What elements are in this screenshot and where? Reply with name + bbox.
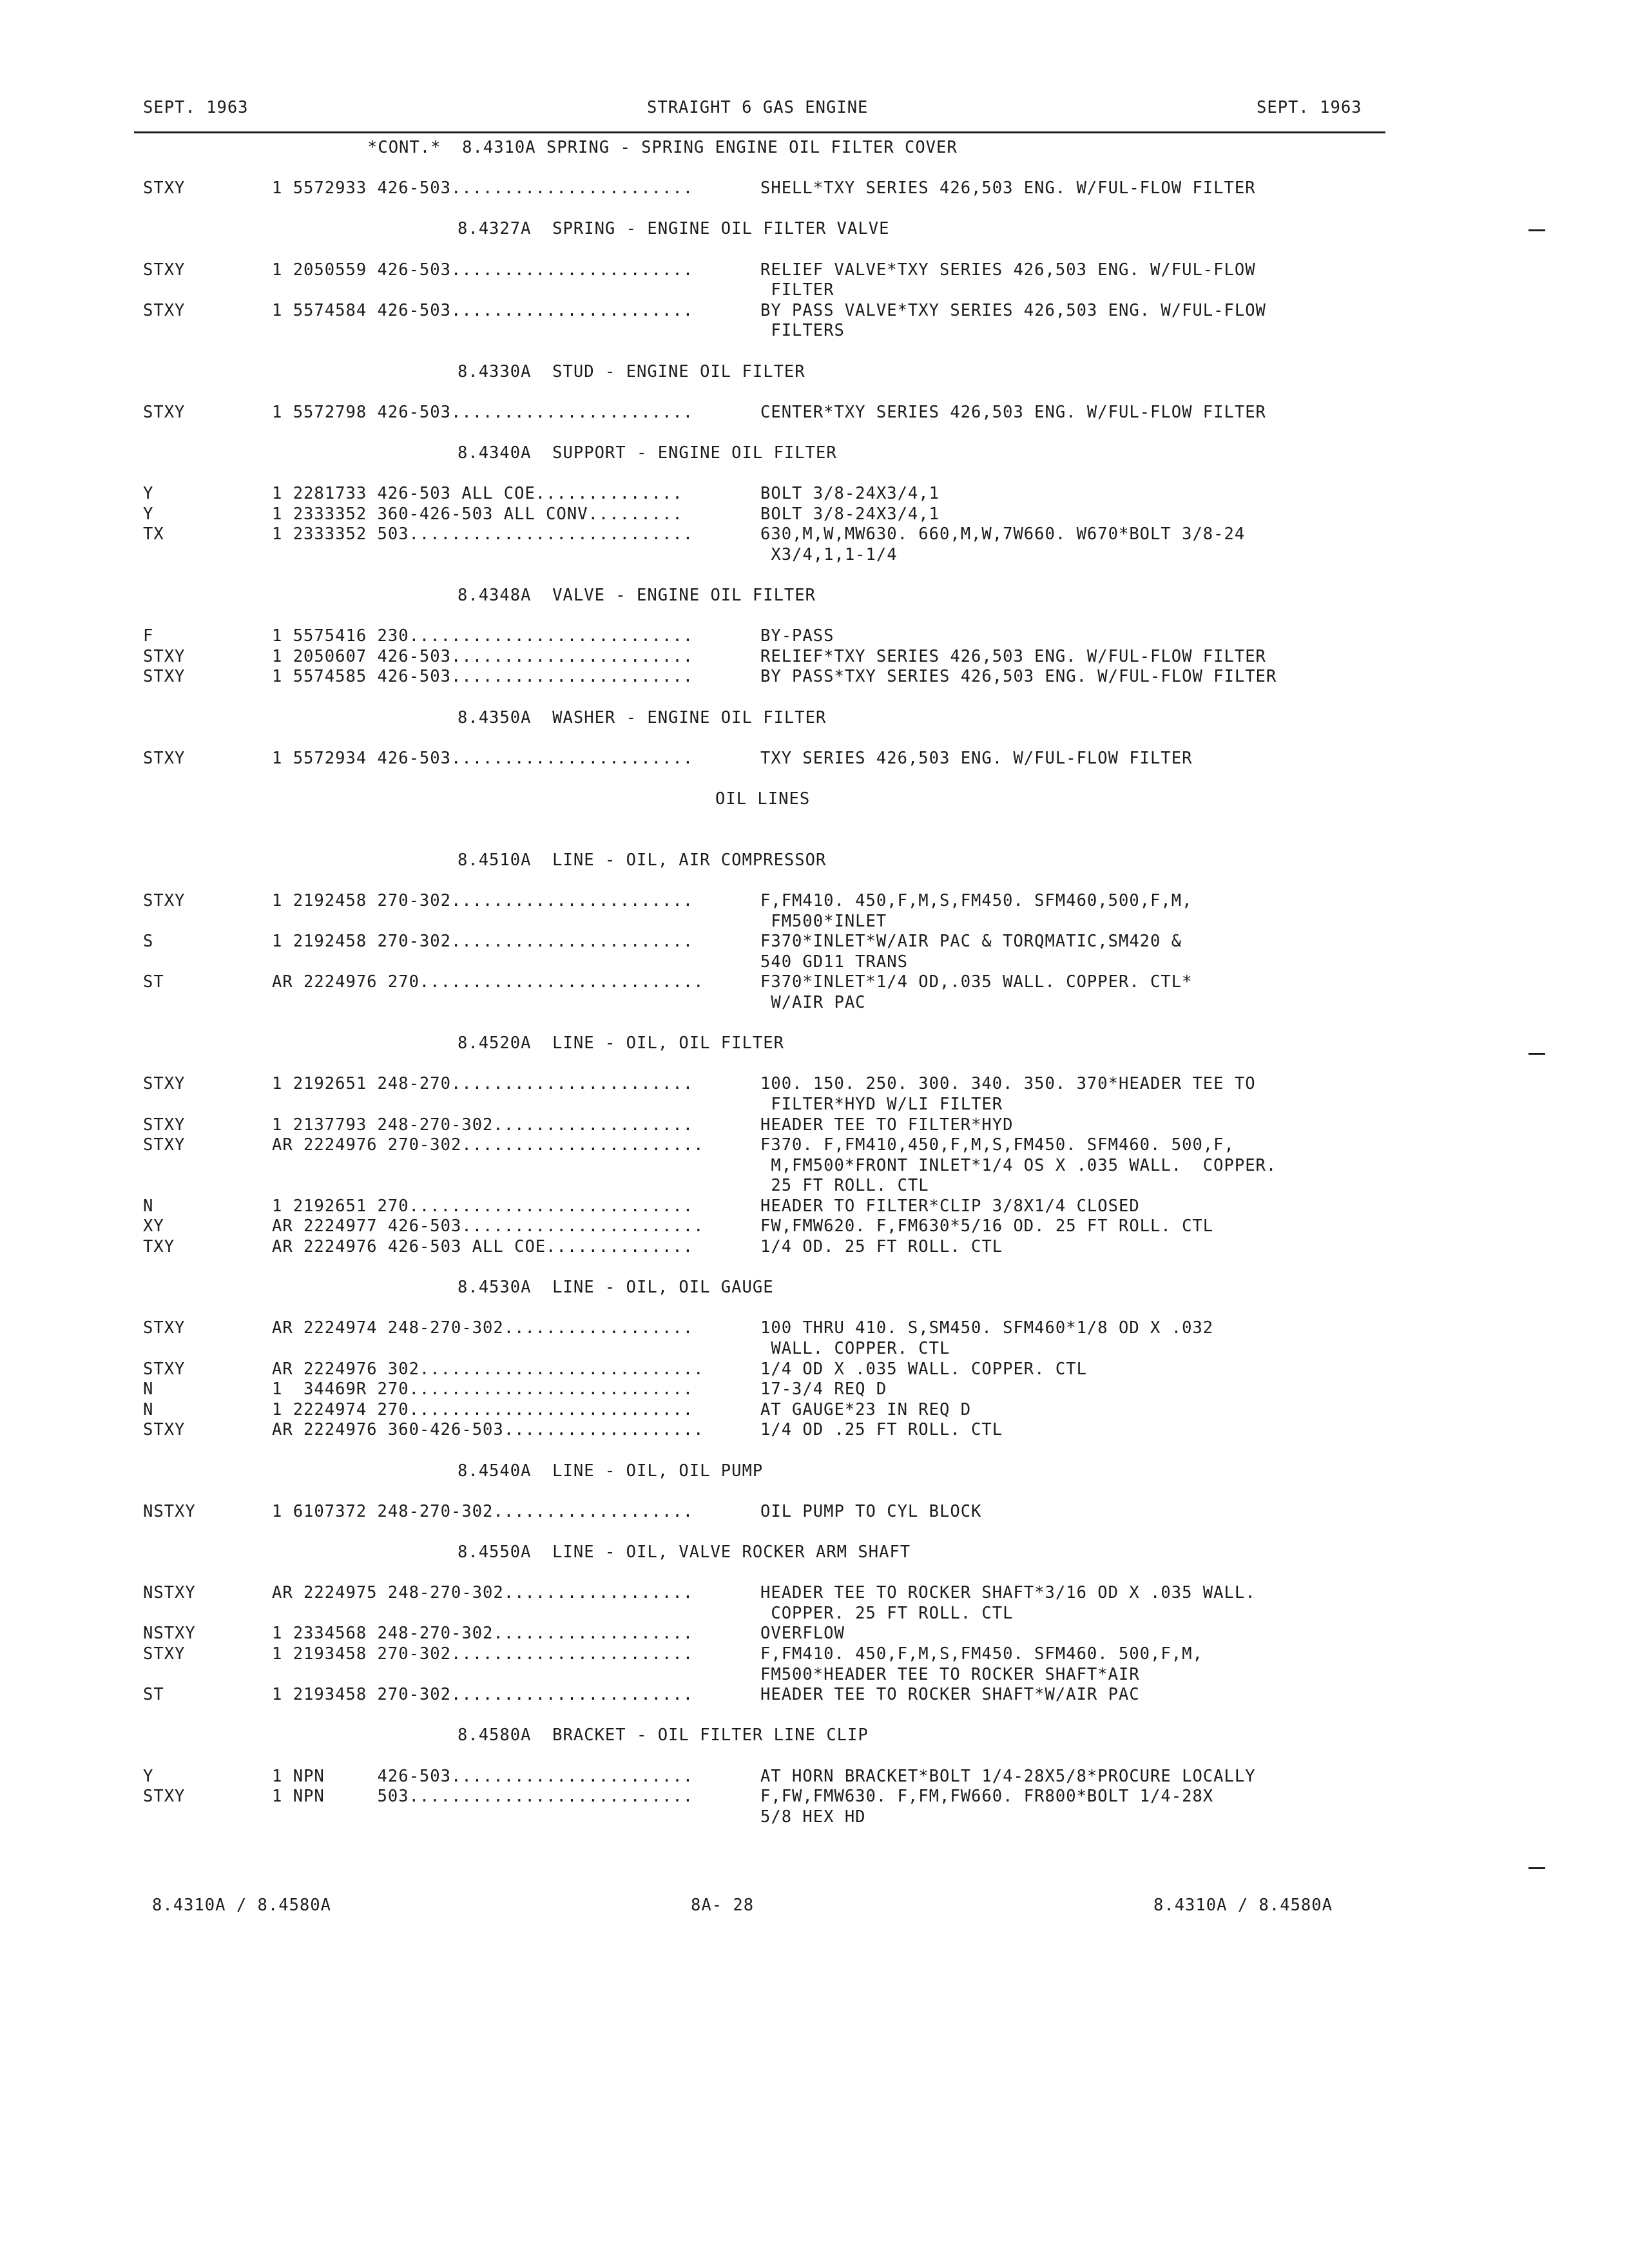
part-row [0,1216,1629,1237]
part-description: FILTER [760,280,834,300]
section-title [0,138,1629,159]
part-description: HEADER TEE TO FILTER*HYD [760,1115,1014,1135]
truck-type-code: Y [143,504,154,524]
part-row [0,1502,1629,1523]
part-row [0,301,1629,322]
part-row [0,647,1629,668]
truck-type-code: XY [143,1216,164,1236]
part-description: HEADER TEE TO ROCKER SHAFT*W/AIR PAC [760,1685,1140,1705]
spacer [0,830,1629,850]
part-row [0,932,1629,952]
part-row-continuation [0,1604,1629,1624]
part-row [0,1787,1629,1807]
part-number-usage: 1 5572798 426-503....................... [272,402,694,422]
part-number-usage: AR 2224976 270........................... [272,972,704,992]
part-number-usage: 1 2224974 270........................... [272,1399,694,1419]
part-description: 630,M,W,MW630. 660,M,W,7W660. W670*BOLT 3/8-24 [760,524,1246,544]
spacer [0,1481,1629,1502]
part-description: FW,FMW620. F,FM630*5/16 OD. 25 FT ROLL. CTL [760,1216,1214,1236]
part-row [0,1135,1629,1156]
section-title [0,1542,1629,1563]
truck-type-code: F [143,626,154,646]
section-title [0,443,1629,464]
part-description: F,FM410. 450,F,M,S,FM450. SFM460,500,F,M, [760,890,1193,910]
part-number-usage: 1 2281733 426-503 ALL COE.............. [272,484,683,504]
part-number-usage: 1 2333352 503........................... [272,524,694,544]
spacer [0,1298,1629,1319]
part-row-continuation [0,1339,1629,1360]
section-title-text: 8.4330A STUD - ENGINE OIL FILTER [458,361,805,381]
spacer [0,1706,1629,1726]
section-title-text: 8.4340A SUPPORT - ENGINE OIL FILTER [458,443,837,463]
part-description: X3/4,1,1-1/4 [760,544,898,564]
part-description: HEADER TO FILTER*CLIP 3/8X1/4 CLOSED [760,1196,1140,1216]
spacer [0,1746,1629,1767]
truck-type-code: NSTXY [143,1583,196,1603]
part-row [0,1767,1629,1787]
part-row [0,1318,1629,1339]
section-title-text: 8.4327A SPRING - ENGINE OIL FILTER VALVE [458,219,890,239]
part-description: WALL. COPPER. CTL [760,1339,950,1359]
part-description: SHELL*TXY SERIES 426,503 ENG. W/FUL-FLOW FILTER [760,178,1256,198]
section-title [0,1725,1629,1746]
part-row [0,1115,1629,1136]
footer-range-right: 8.4310A / 8.4580A [1153,1896,1333,1915]
part-number-usage: 1 6107372 248-270-302................... [272,1501,694,1521]
part-row [0,403,1629,423]
part-number-usage: AR 2224977 426-503....................... [272,1216,704,1236]
part-row [0,505,1629,525]
truck-type-code: Y [143,1766,154,1786]
section-title [0,219,1629,240]
parts-listing [0,138,1629,1848]
part-number-usage: 1 5574585 426-503....................... [272,667,694,687]
part-number-usage: 1 2193458 270-302....................... [272,1685,694,1705]
section-title-text: 8.4530A LINE - OIL, OIL GAUGE [458,1278,774,1298]
part-description: AT GAUGE*23 IN REQ D [760,1399,972,1419]
truck-type-code: N [143,1399,154,1419]
truck-type-code: TX [143,524,164,544]
part-description: BOLT 3/8-24X3/4,1 [760,484,940,504]
page-header [0,98,1629,124]
truck-type-code: NSTXY [143,1501,196,1521]
part-row [0,484,1629,505]
part-number-usage: 1 2050607 426-503....................... [272,646,694,666]
page-number: 8A- 28 [691,1896,755,1915]
header-date-right: SEPT. 1963 [1257,98,1362,117]
section-title [0,1278,1629,1298]
part-description: BY PASS*TXY SERIES 426,503 ENG. W/FUL-FLOW FILTER [760,667,1277,687]
part-number-usage: 1 NPN 503........................... [272,1787,694,1807]
truck-type-code: STXY [143,1074,186,1094]
part-row-continuation [0,952,1629,973]
truck-type-code: ST [143,1685,164,1705]
part-number-usage: 1 5574584 426-503....................... [272,300,694,320]
part-row-continuation [0,1665,1629,1686]
part-description: COPPER. 25 FT ROLL. CTL [760,1603,1014,1623]
section-title [0,850,1629,871]
part-row [0,1685,1629,1706]
part-row-continuation [0,321,1629,341]
spacer [0,1441,1629,1461]
part-description: CENTER*TXY SERIES 426,503 ENG. W/FUL-FLOW FILTER [760,402,1266,422]
part-row [0,749,1629,769]
section-title [0,586,1629,606]
part-row [0,1644,1629,1665]
part-description: 100. 150. 250. 300. 340. 350. 370*HEADER TEE TO [760,1074,1256,1094]
spacer [0,423,1629,443]
spacer [0,341,1629,362]
part-number-usage: 1 2137793 248-270-302................... [272,1115,694,1135]
part-description: 1/4 OD. 25 FT ROLL. CTL [760,1237,1003,1257]
part-number-usage: 1 2334568 248-270-302................... [272,1624,694,1644]
part-description: BOLT 3/8-24X3/4,1 [760,504,940,524]
part-row [0,260,1629,281]
part-row [0,1400,1629,1421]
part-description: BY PASS VALVE*TXY SERIES 426,503 ENG. W/FUL-FLOW [760,300,1266,320]
part-description: 5/8 HEX HD [760,1807,866,1827]
section-title-text: OIL LINES [715,789,811,809]
section-title [0,789,1629,810]
spacer [0,687,1629,708]
section-title-text: 8.4540A LINE - OIL, OIL PUMP [458,1461,764,1481]
part-number-usage: AR 2224975 248-270-302.................. [272,1583,694,1603]
part-description: RELIEF*TXY SERIES 426,503 ENG. W/FUL-FLOW FILTER [760,646,1266,666]
part-number-usage: AR 2224974 248-270-302.................. [272,1318,694,1338]
part-row-continuation [0,1176,1629,1196]
truck-type-code: STXY [143,890,186,910]
part-description: HEADER TEE TO ROCKER SHAFT*3/16 OD X .035 WALL. [760,1583,1256,1603]
part-description: 1/4 OD X .035 WALL. COPPER. CTL [760,1359,1087,1379]
part-row [0,626,1629,647]
header-title: STRAIGHT 6 GAS ENGINE [647,98,869,117]
truck-type-code: STXY [143,667,186,687]
part-description: F,FW,FMW630. F,FM,FW660. FR800*BOLT 1/4-28X [760,1787,1214,1807]
margin-mark [1528,1053,1545,1055]
spacer [0,769,1629,789]
part-description: F370*INLET*1/4 OD,.035 WALL. COPPER. CTL* [760,972,1193,992]
part-number-usage: 1 5572934 426-503....................... [272,748,694,768]
part-number-usage: AR 2224976 302........................... [272,1359,704,1379]
truck-type-code: TXY [143,1237,175,1257]
section-title-text: 8.4510A LINE - OIL, AIR COMPRESSOR [458,850,827,870]
part-description: RELIEF VALVE*TXY SERIES 426,503 ENG. W/FUL-FLOW [760,260,1256,280]
truck-type-code: STXY [143,1318,186,1338]
part-description: TXY SERIES 426,503 ENG. W/FUL-FLOW FILTER [760,748,1193,768]
section-title [0,1461,1629,1482]
spacer [0,1522,1629,1542]
margin-mark [1528,229,1545,231]
part-row [0,1583,1629,1604]
part-description: FILTERS [760,321,845,341]
spacer [0,199,1629,220]
part-number-usage: 1 2192651 248-270....................... [272,1074,694,1094]
section-title-text: *CONT.* 8.4310A SPRING - SPRING ENGINE OIL FILTER COVER [367,138,958,157]
part-description: FM500*HEADER TEE TO ROCKER SHAFT*AIR [760,1664,1140,1684]
part-description: 100 THRU 410. S,SM450. SFM460*1/8 OD X .032 [760,1318,1214,1338]
truck-type-code: STXY [143,1115,186,1135]
part-row [0,1379,1629,1400]
spacer [0,1258,1629,1278]
part-number-usage: AR 2224976 426-503 ALL COE.............. [272,1237,694,1257]
part-row [0,1074,1629,1095]
part-description: F370*INLET*W/AIR PAC & TORQMATIC,SM420 & [760,932,1182,952]
section-title-text: 8.4520A LINE - OIL, OIL FILTER [458,1033,784,1053]
spacer [0,382,1629,403]
part-row [0,1420,1629,1441]
header-date-left: SEPT. 1963 [143,98,249,117]
part-row [0,1237,1629,1258]
part-row-continuation [0,1095,1629,1115]
footer-range-left: 8.4310A / 8.4580A [152,1896,331,1915]
part-description: 540 GD11 TRANS [760,952,908,972]
section-title [0,362,1629,383]
part-number-usage: 1 2192458 270-302....................... [272,932,694,952]
part-description: 25 FT ROLL. CTL [760,1176,929,1196]
part-description: FILTER*HYD W/LI FILTER [760,1094,1003,1114]
part-row-continuation [0,993,1629,1014]
spacer [0,728,1629,749]
truck-type-code: STXY [143,1135,186,1155]
spacer [0,159,1629,179]
truck-type-code: STXY [143,402,186,422]
part-row [0,1624,1629,1644]
spacer [0,810,1629,831]
part-description: F370. F,FM410,450,F,M,S,FM450. SFM460. 500,F, [760,1135,1235,1155]
part-row [0,1196,1629,1217]
section-title [0,1033,1629,1054]
spacer [0,1054,1629,1075]
part-description: 17-3/4 REQ D [760,1379,887,1399]
part-number-usage: 1 5575416 230........................... [272,626,694,646]
truck-type-code: S [143,932,154,952]
margin-mark [1528,1867,1545,1869]
part-number-usage: 1 2050559 426-503....................... [272,260,694,280]
part-row-continuation [0,280,1629,301]
part-number-usage: 1 5572933 426-503....................... [272,178,694,198]
spacer [0,1014,1629,1034]
truck-type-code: STXY [143,1420,186,1440]
spacer [0,240,1629,260]
part-number-usage: AR 2224976 270-302....................... [272,1135,704,1155]
truck-type-code: STXY [143,1644,186,1664]
spacer [0,464,1629,485]
part-row [0,1360,1629,1380]
part-row [0,972,1629,993]
spacer [0,870,1629,891]
part-number-usage: 1 2192458 270-302....................... [272,890,694,910]
part-number-usage: 1 2333352 360-426-503 ALL CONV......... [272,504,683,524]
part-row-continuation [0,1807,1629,1828]
spacer [0,565,1629,586]
spacer [0,1563,1629,1584]
part-row [0,667,1629,687]
part-number-usage: 1 2193458 270-302....................... [272,1644,694,1664]
truck-type-code: STXY [143,300,186,320]
truck-type-code: STXY [143,178,186,198]
section-title-text: 8.4580A BRACKET - OIL FILTER LINE CLIP [458,1725,869,1745]
truck-type-code: Y [143,484,154,504]
header-rule [134,131,1385,133]
spacer [0,606,1629,627]
truck-type-code: STXY [143,1359,186,1379]
section-title-text: 8.4348A VALVE - ENGINE OIL FILTER [458,586,816,606]
truck-type-code: STXY [143,1787,186,1807]
truck-type-code: STXY [143,646,186,666]
part-description: W/AIR PAC [760,992,866,1012]
part-row [0,178,1629,199]
truck-type-code: ST [143,972,164,992]
part-row [0,891,1629,912]
truck-type-code: N [143,1379,154,1399]
truck-type-code: N [143,1196,154,1216]
part-number-usage: 1 34469R 270........................... [272,1379,694,1399]
part-description: OVERFLOW [760,1624,845,1644]
section-title [0,708,1629,729]
section-title-text: 8.4550A LINE - OIL, VALVE ROCKER ARM SHAFT [458,1542,911,1562]
part-description: F,FM410. 450,F,M,S,FM450. SFM460. 500,F,M, [760,1644,1203,1664]
truck-type-code: STXY [143,260,186,280]
part-description: 1/4 OD .25 FT ROLL. CTL [760,1420,1003,1440]
part-row [0,524,1629,545]
part-row-continuation [0,545,1629,566]
part-number-usage: 1 NPN 426-503....................... [272,1766,694,1786]
page-footer [0,1896,1629,1921]
truck-type-code: STXY [143,748,186,768]
part-description: FM500*INLET [760,911,887,931]
part-number-usage: AR 2224976 360-426-503................... [272,1420,704,1440]
spacer [0,1827,1629,1848]
truck-type-code: NSTXY [143,1624,196,1644]
part-number-usage: 1 2192651 270........................... [272,1196,694,1216]
part-description: OIL PUMP TO CYL BLOCK [760,1501,982,1521]
part-row-continuation [0,912,1629,932]
part-description: M,FM500*FRONT INLET*1/4 OS X .035 WALL. COPPER. [760,1155,1277,1175]
part-description: AT HORN BRACKET*BOLT 1/4-28X5/8*PROCURE LOCALLY [760,1766,1256,1786]
part-row-continuation [0,1156,1629,1177]
part-description: BY-PASS [760,626,834,646]
section-title-text: 8.4350A WASHER - ENGINE OIL FILTER [458,707,827,727]
